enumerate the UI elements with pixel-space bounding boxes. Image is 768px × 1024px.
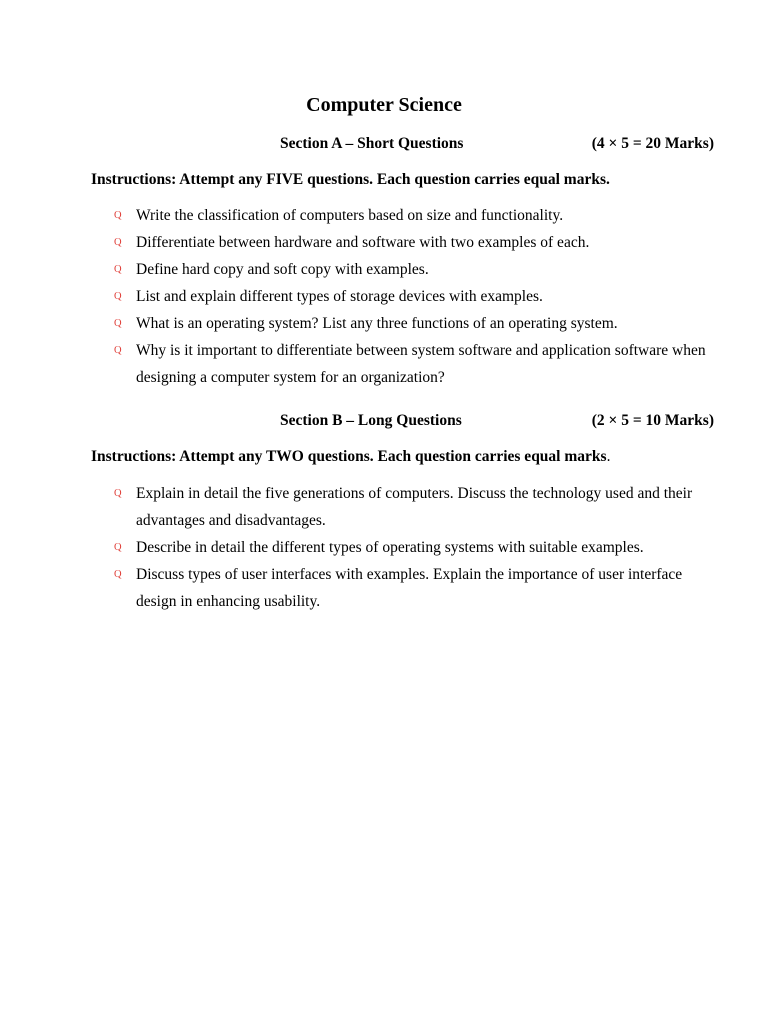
question-bullet-icon: Q (114, 237, 122, 248)
question-bullet-icon: Q (114, 345, 122, 356)
question-bullet-icon: Q (114, 210, 122, 221)
question-bullet-icon: Q (114, 318, 122, 329)
question-bullet-icon: Q (114, 488, 122, 499)
section-b-marks: (2 × 5 = 10 Marks) (591, 412, 714, 429)
question-text: What is an operating system? List any three functions of an operating system. (136, 315, 618, 332)
list-item (0, 310, 768, 337)
section-a-heading (0, 133, 768, 155)
question-bullet-icon: Q (114, 542, 122, 553)
question-text: List and explain different types of storage devices with examples. (136, 288, 543, 305)
section-b-instructions-text: Instructions: Attempt any TWO questions. Each question carries equal marks (91, 448, 607, 465)
section-b-instructions (91, 446, 731, 468)
list-item (0, 283, 768, 310)
section-a-instructions-text: Instructions: Attempt any FIVE questions. Each question carries equal marks. (91, 171, 610, 188)
section-a-question-list (0, 202, 768, 391)
section-a-title: Section A – Short Questions (280, 135, 464, 152)
question-text: Discuss types of user interfaces with examples. Explain the importance of user interface design in enhancing usability. (136, 566, 683, 610)
list-item (0, 480, 768, 534)
question-text: Differentiate between hardware and software with two examples of each. (136, 234, 590, 251)
question-text: Describe in detail the different types of operating systems with suitable examples. (136, 539, 644, 556)
section-a-instructions (91, 169, 731, 191)
section-b-heading (0, 410, 768, 432)
question-bullet-icon: Q (114, 264, 122, 275)
list-item (0, 256, 768, 283)
list-item (0, 337, 768, 391)
section-b-title: Section B – Long Questions (280, 412, 462, 429)
list-item (0, 229, 768, 256)
question-text: Write the classification of computers based on size and functionality. (136, 207, 564, 224)
list-item (0, 561, 768, 615)
question-text: Define hard copy and soft copy with examples. (136, 261, 429, 278)
section-b-instructions-trail: . (606, 448, 611, 465)
question-bullet-icon: Q (114, 291, 122, 302)
list-item (0, 534, 768, 561)
list-item (0, 202, 768, 229)
section-b-question-list (0, 480, 768, 615)
question-text: Explain in detail the five generations of computers. Discuss the technology used and their advantages and disadvantages. (136, 485, 693, 529)
question-text: Why is it important to differentiate between system software and application software when designing a computer system for an organization? (136, 342, 706, 386)
section-a-marks: (4 × 5 = 20 Marks) (591, 135, 714, 152)
document-title: Computer Science (306, 94, 462, 116)
question-bullet-icon: Q (114, 569, 122, 580)
